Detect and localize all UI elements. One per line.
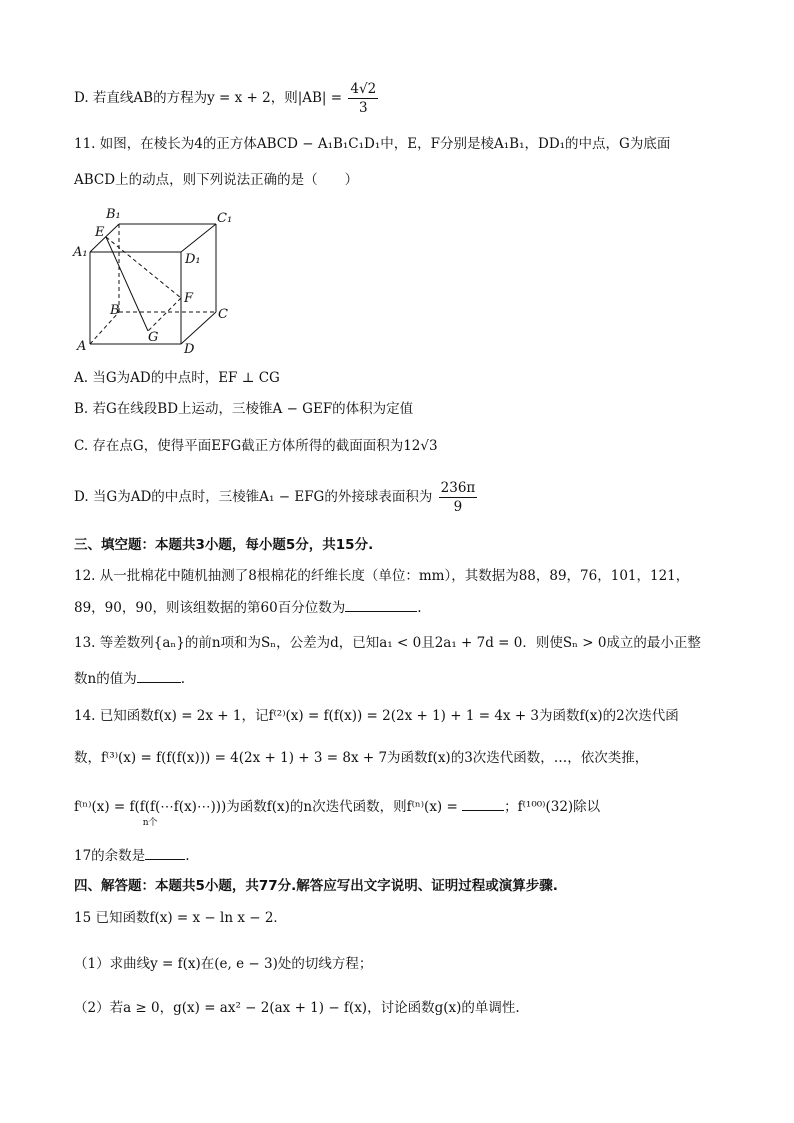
q14-line3-text2: ；f⁽¹⁰⁰⁾(32)除以: [504, 799, 601, 815]
q11-stem-line1: 11. 如图，在棱长为4的正方体ABCD − A₁B₁C₁D₁中，E，F分别是棱A₁B₁，DD₁的中点，G为底面: [74, 136, 671, 152]
q11-stem-line2: ABCD上的动点，则下列说法正确的是（ ）: [74, 172, 359, 188]
q14-line2: 数，f⁽³⁾(x) = f(f(f(x))) = 4(2x + 1) + 3 = 8x + 7为函数f(x)的3次迭代函数，…，依次类推，: [74, 750, 649, 766]
section-4-heading: 四、解答题：本题共5小题，共77分.解答应写出文字说明、证明过程或演算步骤.: [74, 878, 558, 894]
q11-option-d-fraction: [439, 479, 478, 516]
q10-option-d: [74, 80, 380, 117]
label-c1: C₁: [217, 211, 233, 226]
label-a1: A₁: [73, 245, 88, 260]
q11-option-d-text: D. 当G为AD的中点时，三棱锥A₁ − EFG的外接球表面积为: [74, 489, 433, 505]
cube-figure: [70, 200, 245, 360]
answer-blank: [345, 597, 417, 612]
label-g: G: [148, 330, 159, 345]
q13-line2: [74, 668, 185, 689]
q14-line4: [74, 845, 189, 866]
q15-part-2: （2）若a ≥ 0，g(x) = ax² − 2(ax + 1) − f(x)，讨论函数g(x)的单调性.: [74, 1000, 520, 1016]
q12-line1: 12. 从一批棉花中随机抽测了8根棉花的纤维长度（单位：mm），其数据为88，89，76，101，121，: [74, 568, 690, 584]
segment-e-f: [106, 237, 181, 298]
label-d: D: [184, 342, 195, 357]
q13-text: 数n的值为: [74, 671, 137, 687]
q10-option-d-text: D. 若直线AB的方程为y = x + 2，则|AB| =: [74, 90, 343, 106]
q14-line1: 14. 已知函数f(x) = 2x + 1，记f⁽²⁾(x) = f(f(x)) = 2(2x + 1) + 1 = 4x + 3为函数f(x)的2次迭代函: [74, 708, 679, 724]
label-d1: D₁: [185, 252, 201, 267]
q11-option-c: C. 存在点G，使得平面EFG截正方体所得的截面面积为12√3: [74, 438, 438, 454]
q15-part-1: （1）求曲线y = f(x)在(e, e − 3)处的切线方程；: [74, 956, 373, 972]
label-a: A: [77, 339, 87, 354]
formula-underscript: n个: [142, 818, 158, 828]
q14-line3-text: 为函数f(x)的n次迭代函数，则f⁽ⁿ⁾(x) =: [226, 799, 458, 815]
q14-line3: [74, 796, 601, 828]
q11-option-a: A. 当G为AD的中点时，EF ⊥ CG: [74, 370, 280, 386]
q13-period: .: [180, 671, 185, 687]
label-f: F: [184, 291, 194, 306]
edge-d-c: [181, 312, 216, 344]
answer-blank: [137, 668, 181, 683]
edge-c1-d1: [181, 224, 216, 252]
fraction-numerator: 236π: [440, 480, 476, 496]
formula-text: f⁽ⁿ⁾(x) = f(f(f(⋯f(x)⋯))): [74, 799, 227, 815]
q13-line1: 13. 等差数列{aₙ}的前n项和为Sₙ，公差为d，已知a₁ < 0且2a₁ + 7d = 0．则使Sₙ > 0成立的最小正整: [74, 635, 701, 651]
section-3-heading: 三、填空题：本题共3小题，每小题5分，共15分.: [74, 537, 374, 553]
label-c: C: [218, 307, 228, 322]
iterated-function-formula: [74, 797, 227, 828]
q10-option-d-fraction: [348, 80, 378, 117]
q12-text: 89，90，90，则该组数据的第60百分位数为: [74, 600, 346, 616]
q12-line2: [74, 597, 422, 618]
q11-option-d: [74, 479, 479, 516]
fraction-denominator: 9: [453, 499, 463, 515]
answer-blank: [145, 845, 185, 860]
q15-stem: 15 已知函数f(x) = x − ln x − 2．: [74, 910, 287, 926]
label-b1: B₁: [106, 207, 121, 222]
q14-text: 17的余数是: [74, 848, 146, 864]
q11-option-b: B. 若G在线段BD上运动，三棱锥A − GEF的体积为定值: [74, 401, 414, 417]
segment-f-g: [148, 298, 181, 331]
label-b: B: [110, 303, 120, 318]
answer-blank: [462, 796, 504, 811]
q12-period: .: [417, 600, 422, 616]
fraction-denominator: 3: [358, 100, 368, 116]
label-e: E: [95, 225, 105, 240]
q14-period: .: [185, 848, 190, 864]
fraction-numerator: 4√2: [350, 81, 377, 97]
